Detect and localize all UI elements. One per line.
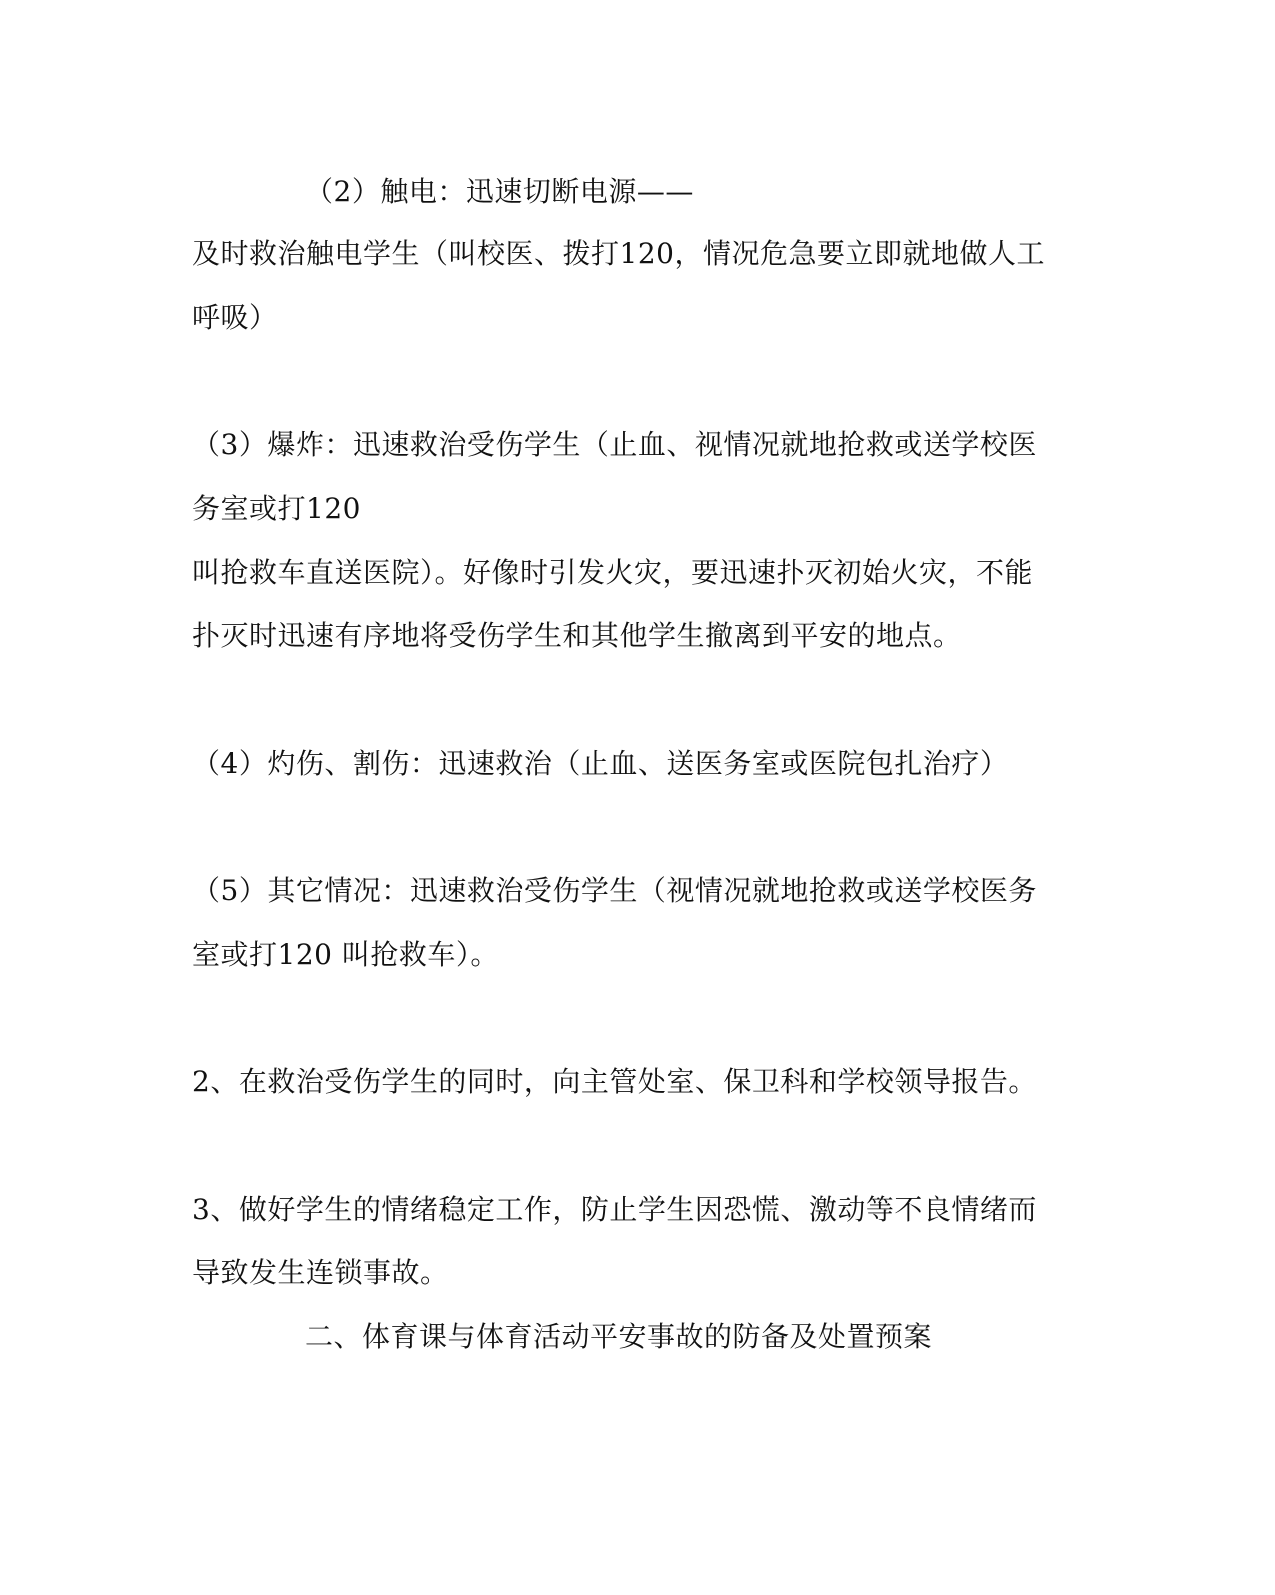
paragraph-explosion-line-2: 务室或打120 [192,492,361,525]
paragraph-other-line-1: （5）其它情况：迅速救治受伤学生（视情况就地抢救或送学校医务 [192,874,1037,907]
paragraph-electric-shock-line-2: 及时救治触电学生（叫校医、拨打120，情况危急要立即就地做人工 [192,237,1045,270]
paragraph-electric-shock-line-1: （2）触电：迅速切断电源—— [305,175,694,208]
paragraph-electric-shock-line-3: 呼吸） [192,301,278,334]
paragraph-emotion-line-1: 3、做好学生的情绪稳定工作，防止学生因恐慌、激动等不良情绪而 [192,1193,1037,1226]
paragraph-other-line-2: 室或打120 叫抢救车）。 [192,938,499,971]
paragraph-explosion-line-3: 叫抢救车直送医院）。好像时引发火灾，要迅速扑灭初始火灾，不能 [192,556,1034,589]
paragraph-explosion-line-4: 扑灭时迅速有序地将受伤学生和其他学生撤离到平安的地点。 [192,619,962,652]
paragraph-explosion-line-1: （3）爆炸：迅速救治受伤学生（止血、视情况就地抢救或送学校医 [192,428,1037,461]
section-heading: 二、体育课与体育活动平安事故的防备及处置预案 [305,1320,933,1353]
paragraph-emotion-line-2: 导致发生连锁事故。 [192,1256,449,1289]
paragraph-report: 2、在救治受伤学生的同时，向主管处室、保卫科和学校领导报告。 [192,1065,1037,1098]
paragraph-burns-cuts: （4）灼伤、割伤：迅速救治（止血、送医务室或医院包扎治疗） [192,747,1009,780]
